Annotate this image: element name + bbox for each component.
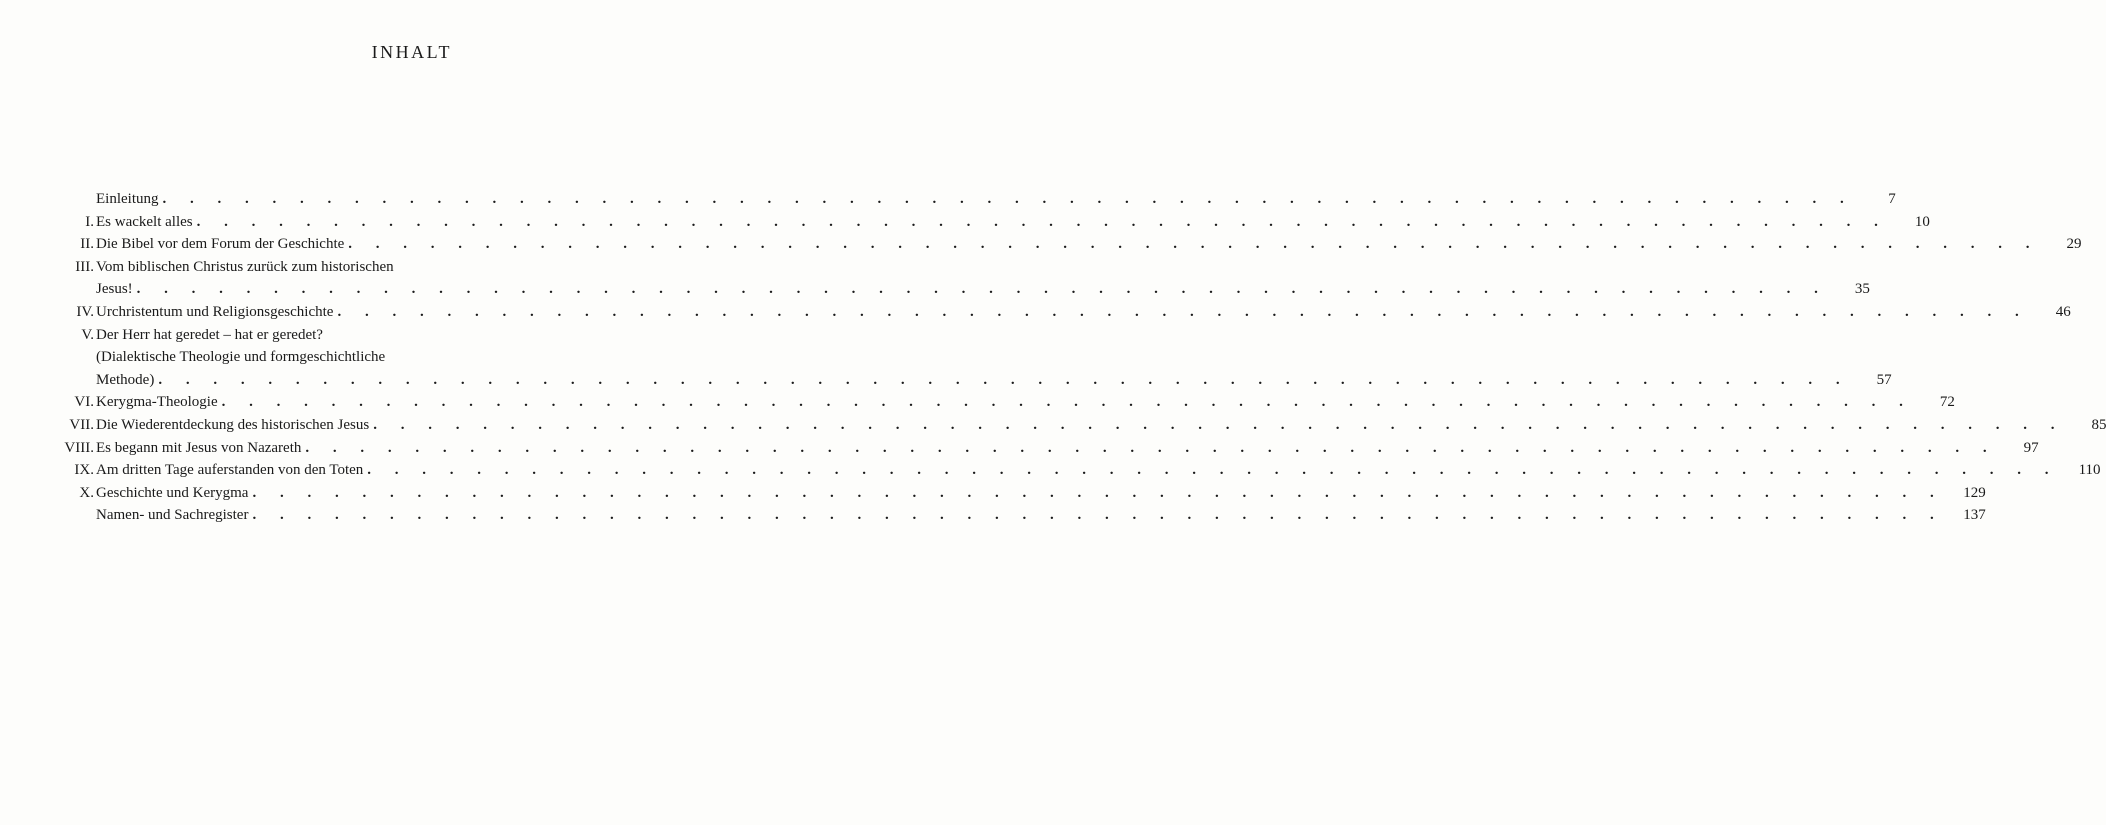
dot-leader bbox=[348, 233, 2039, 256]
chapter-title-line bbox=[96, 324, 1892, 347]
page-number: 57 bbox=[1876, 371, 1892, 388]
chapter-title-text: Urchristentum und Religionsgeschichte bbox=[96, 303, 334, 320]
page-number: 110 bbox=[2078, 462, 2101, 479]
chapter-title bbox=[96, 437, 2039, 460]
dot-leader bbox=[137, 278, 1828, 301]
page-number: 35 bbox=[1854, 281, 1870, 298]
chapter-title-text: (Dialektische Theologie und formgeschichtliche bbox=[96, 349, 386, 366]
chapter-title-line bbox=[96, 414, 2106, 437]
chapter-number: IV. bbox=[76, 303, 94, 320]
chapter-title-text: Namen- und Sachregister bbox=[96, 507, 249, 524]
chapter-title bbox=[96, 482, 1986, 505]
chapter-title-text: Es wackelt alles bbox=[96, 213, 193, 230]
chapter-number: III. bbox=[75, 258, 94, 275]
chapter-title-text: Einleitung bbox=[96, 191, 159, 207]
toc-entry bbox=[0, 504, 1986, 527]
toc-entry bbox=[0, 188, 1896, 211]
chapter-title-line bbox=[96, 482, 1986, 505]
page-number: 72 bbox=[1939, 394, 1955, 411]
chapter-number: I. bbox=[85, 213, 94, 230]
chapter-title-text: Die Bibel vor dem Forum der Geschichte bbox=[96, 236, 345, 253]
chapter-title-line bbox=[96, 301, 2071, 324]
chapter-number: IX. bbox=[74, 462, 94, 479]
dot-leader bbox=[222, 391, 1913, 414]
toc-entry bbox=[0, 482, 1986, 505]
page-number: 137 bbox=[1963, 507, 1986, 524]
toc-entry bbox=[0, 233, 2082, 256]
chapter-number: II. bbox=[80, 236, 94, 253]
chapter-title bbox=[96, 188, 1896, 211]
chapter-title-text: Es begann mit Jesus von Nazareth bbox=[96, 439, 302, 456]
table-of-contents bbox=[0, 188, 2106, 527]
chapter-title bbox=[96, 233, 2082, 256]
page-number: 29 bbox=[2066, 236, 2082, 253]
dot-leader bbox=[252, 482, 1943, 505]
chapter-title bbox=[96, 391, 1955, 414]
page-number: 85 bbox=[2091, 416, 2106, 433]
dot-leader bbox=[337, 301, 2028, 324]
dot-leader bbox=[163, 188, 1854, 211]
page-number: 46 bbox=[2055, 303, 2071, 320]
chapter-title-line bbox=[96, 233, 2082, 256]
toc-entry bbox=[0, 256, 1870, 301]
chapter-number: V. bbox=[81, 326, 94, 343]
chapter-title-line bbox=[96, 504, 1986, 527]
chapter-title-line bbox=[96, 391, 1955, 414]
chapter-title-line bbox=[96, 369, 1892, 392]
dot-leader bbox=[158, 369, 1849, 392]
dot-leader bbox=[305, 437, 1996, 460]
chapter-number: VII. bbox=[69, 416, 94, 433]
toc-entry bbox=[0, 437, 2039, 460]
chapter-title-line bbox=[96, 346, 1892, 369]
toc-entry bbox=[0, 459, 2101, 482]
dot-leader bbox=[367, 459, 2058, 482]
chapter-number: X. bbox=[79, 484, 94, 501]
chapter-title bbox=[96, 256, 1870, 301]
chapter-title bbox=[96, 324, 1892, 392]
chapter-number: VI. bbox=[74, 394, 94, 411]
chapter-title bbox=[96, 301, 2071, 324]
chapter-title-line bbox=[96, 278, 1870, 301]
chapter-title bbox=[96, 211, 1930, 234]
chapter-title bbox=[96, 504, 1986, 527]
chapter-title-text: Die Wiederentdeckung des historischen Jesus bbox=[96, 416, 370, 433]
page-number: 7 bbox=[1888, 191, 1896, 207]
chapter-title-text: Kerygma-Theologie bbox=[96, 394, 218, 411]
chapter-title-line bbox=[96, 256, 1870, 279]
dot-leader bbox=[373, 414, 2064, 437]
chapter-title-line bbox=[96, 188, 1896, 211]
dot-leader bbox=[197, 211, 1888, 234]
chapter-title-line bbox=[96, 459, 2101, 482]
dot-leader bbox=[252, 504, 1943, 527]
page-title: INHALT bbox=[371, 42, 452, 62]
chapter-title-line bbox=[96, 211, 1930, 234]
toc-entry bbox=[0, 211, 1930, 234]
chapter-title-text: Jesus! bbox=[96, 281, 133, 298]
toc-entry bbox=[0, 414, 2106, 437]
chapter-title-line bbox=[96, 437, 2039, 460]
toc-entry bbox=[0, 324, 1892, 392]
chapter-title bbox=[96, 459, 2101, 482]
chapter-title-text: Methode) bbox=[96, 371, 155, 388]
page-number: 10 bbox=[1914, 213, 1930, 230]
toc-entry bbox=[0, 301, 2071, 324]
chapter-title-text: Am dritten Tage auferstanden von den Toten bbox=[96, 462, 364, 479]
toc-entry bbox=[0, 391, 1955, 414]
chapter-title-text: Der Herr hat geredet – hat er geredet? bbox=[96, 326, 323, 343]
chapter-title-text: Geschichte und Kerygma bbox=[96, 484, 249, 501]
page-number: 129 bbox=[1963, 484, 1986, 501]
page-number: 97 bbox=[2023, 439, 2039, 456]
chapter-title bbox=[96, 414, 2106, 437]
chapter-number: VIII. bbox=[64, 439, 94, 456]
chapter-title-text: Vom biblischen Christus zurück zum historischen bbox=[96, 258, 394, 275]
